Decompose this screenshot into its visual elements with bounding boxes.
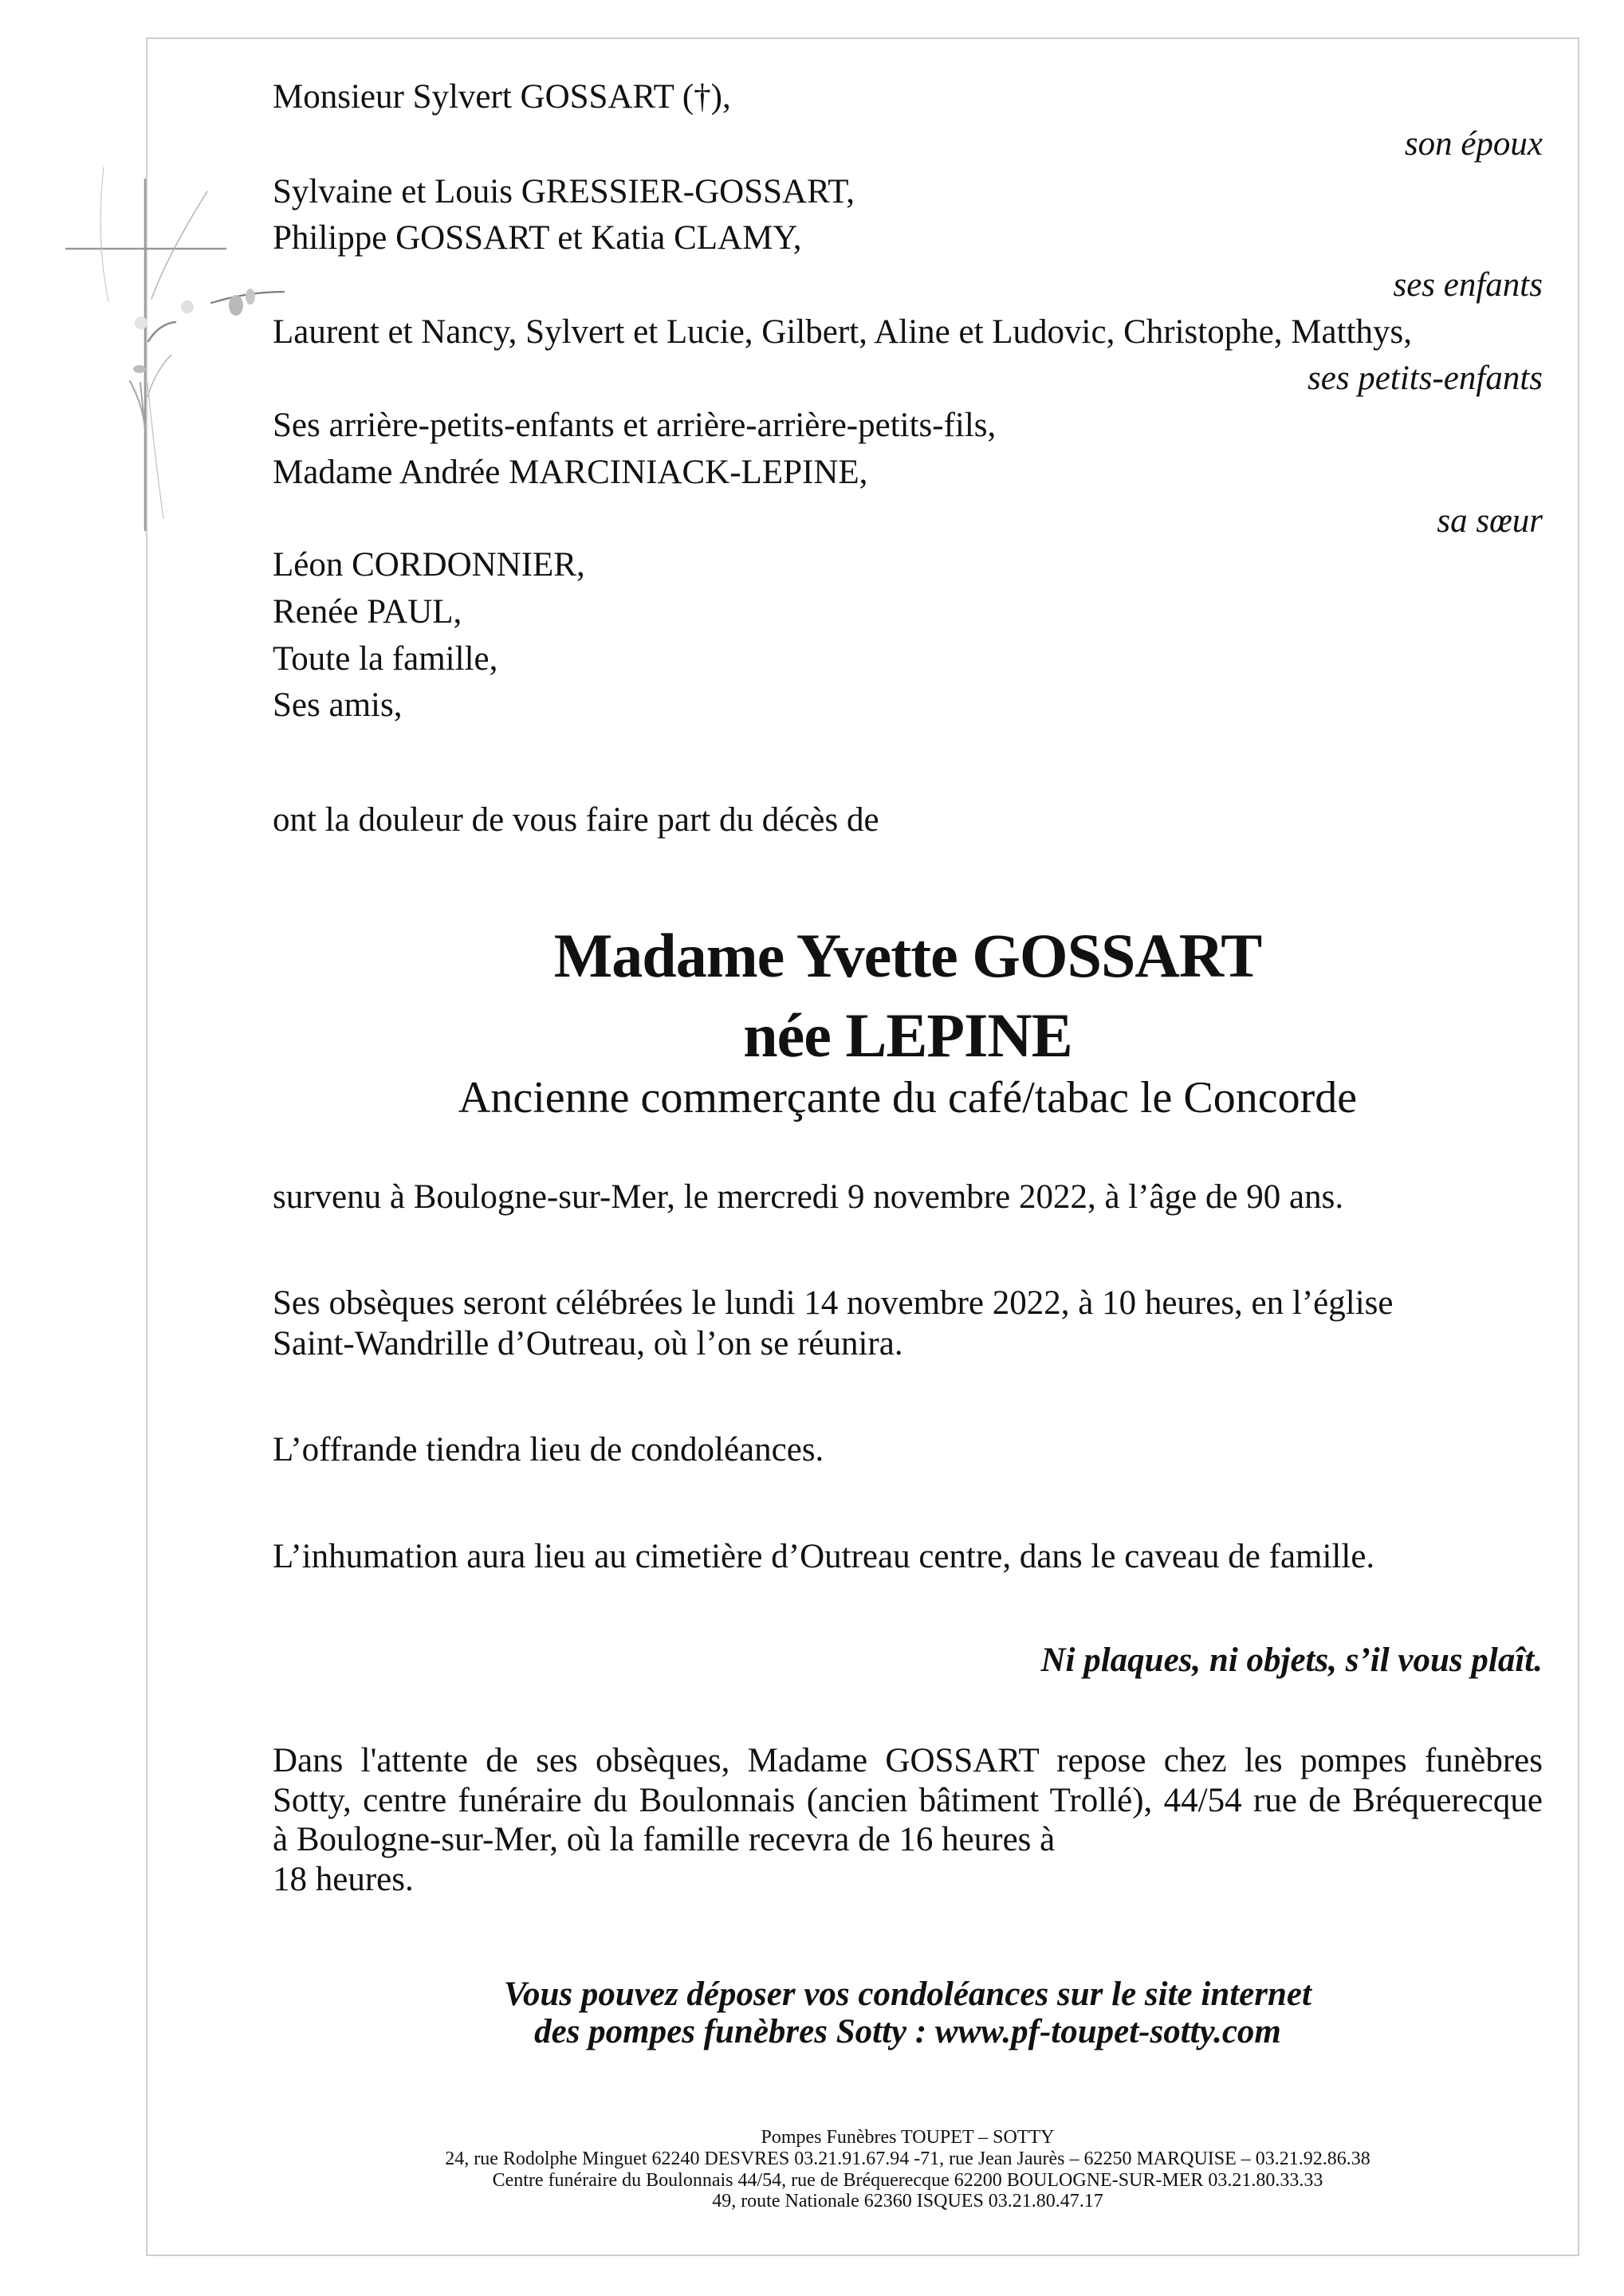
family-line: Ses arrière-petits-enfants et arrière-arrière-petits-fils, (273, 407, 997, 444)
footer-company: Pompes Funèbres TOUPET – SOTTY (761, 2127, 1055, 2148)
footer-address: 24, rue Rodolphe Minguet 62240 DESVRES 03.21.91.67.94 -71, rue Jean Jaurès – 62250 MARQUISE – 03.21.92.86.38 (445, 2149, 1370, 2169)
funeral-line: Ses obsèques seront célébrées le lundi 14 novembre 2022, à 10 heures, en l’église (273, 1284, 1394, 1322)
condolences-website[interactable]: des pompes funèbres Sotty : www.pf-toupet-sotty.com (534, 2013, 1281, 2050)
deceased-name: Madame Yvette GOSSART (553, 921, 1262, 990)
cross-with-flowers-icon (48, 144, 303, 622)
family-line: Madame Andrée MARCINIACK-LEPINE, (273, 454, 868, 491)
burial-notice: L’inhumation aura lieu au cimetière d’Outreau centre, dans le caveau de famille. (273, 1538, 1375, 1575)
condolences-line: Vous pouvez déposer vos condoléances sur le site internet (504, 1976, 1311, 2013)
footer-address: Centre funéraire du Boulonnais 44/54, rue de Bréquerecque 62200 BOULOGNE-SUR-MER 03.21.80.33.33 (492, 2170, 1323, 2191)
death-notice: survenu à Boulogne-sur-Mer, le mercredi 9 novembre 2022, à l’âge de 90 ans. (273, 1178, 1344, 1216)
family-line: Ses amis, (273, 686, 403, 724)
announcement-intro: ont la douleur de vous faire part du décès de (273, 801, 879, 839)
relation-label: son époux (1404, 125, 1543, 163)
deceased-maiden-name: née LEPINE (743, 1001, 1072, 1070)
relation-label: ses petits-enfants (1307, 360, 1543, 397)
family-line: Laurent et Nancy, Sylvert et Lucie, Gilbert, Aline et Ludovic, Christophe, Matthys, (273, 313, 1412, 351)
family-line: Toute la famille, (273, 640, 498, 678)
family-line: Monsieur Sylvert GOSSART (†), (273, 78, 731, 116)
relation-label: sa sœur (1437, 502, 1543, 540)
wake-line: Dans l'attente de ses obsèques, Madame GOSSART repose chez les pompes funèbres (273, 1742, 1543, 1779)
offering-notice: L’offrande tiendra lieu de condoléances. (273, 1431, 824, 1468)
wake-line: Sotty, centre funéraire du Boulonnais (ancien bâtiment Trollé), 44/54 rue de Bréquerecque (273, 1781, 1543, 1819)
footer-address: 49, route Nationale 62360 ISQUES 03.21.80.47.17 (712, 2191, 1103, 2211)
wake-line: à Boulogne-sur-Mer, où la famille recevra de 16 heures à (273, 1821, 1056, 1858)
deceased-description: Ancienne commerçante du café/tabac le Concorde (458, 1073, 1358, 1122)
wake-paragraph (273, 1741, 1543, 1899)
funeral-line: Saint-Wandrille d’Outreau, où l’on se réunira. (273, 1325, 903, 1362)
family-line: Léon CORDONNIER, (273, 546, 585, 584)
family-line: Sylvaine et Louis GRESSIER-GOSSART, (273, 173, 855, 210)
no-flowers-notice: Ni plaques, ni objets, s’il vous plaît. (1040, 1641, 1543, 1679)
family-line: Philippe GOSSART et Katia CLAMY, (273, 219, 802, 257)
wake-line: 18 heures. (273, 1860, 414, 1898)
relation-label: ses enfants (1393, 266, 1543, 304)
family-line: Renée PAUL, (273, 593, 462, 631)
